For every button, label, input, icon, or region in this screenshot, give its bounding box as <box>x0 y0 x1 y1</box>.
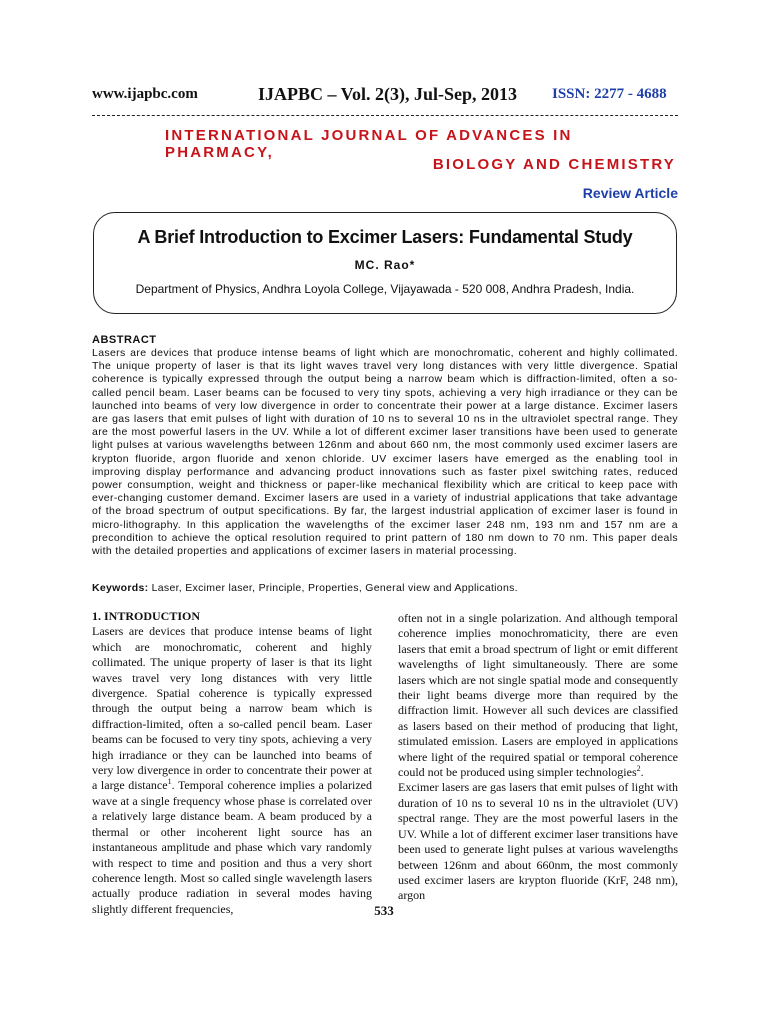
title-box <box>93 212 677 314</box>
reference-2: 2 <box>636 764 641 774</box>
journal-title-line-2: BIOLOGY AND CHEMISTRY <box>432 156 676 173</box>
author-affiliation: Department of Physics, Andhra Loyola College, Vijayawada - 520 008, Andhra Pradesh, India. <box>135 282 635 296</box>
journal-title-line-1: INTERNATIONAL JOURNAL OF ADVANCES IN PHARMACY, <box>165 127 573 161</box>
right-paragraph-1 <box>398 611 678 780</box>
introduction-heading: 1. INTRODUCTION <box>92 609 201 623</box>
right-paragraph-2: Excimer lasers are gas lasers that emit pulses of light with duration of 10 ns to several 10 ns in the ultraviolet (UV) spectral range. They are the most powerful lasers in the UV. While a lot of different excimer laser transitions have been used to generate light pulses at various wavelengths between 126nm and about 660nm, the most commonly used excimer lasers are krypton fluoride (KrF, 248 nm), argon <box>398 780 678 903</box>
article-type: Review Article <box>582 185 678 201</box>
introduction-paragraph <box>92 624 372 917</box>
keywords-label: Keywords: <box>92 582 149 594</box>
abstract-heading: ABSTRACT <box>92 334 157 346</box>
abstract-text: Lasers are devices that produce intense beams of light which are monochromatic, coherent and highly collimated. The unique property of laser is that its light waves travel very long distances with very little divergence. Spatial coherence is typically expressed through the output being a narrow beam which is diffraction-limited, often a so-called pencil beam. Laser beams can be focused to very tiny spots, achieving a very high irradiance or they can be launched into beams of very low divergence in order to concentrate their power at a large distance. Excimer lasers are gas lasers that emit pulses of light with duration of 10 ns to several 10 ns in the ultraviolet spectral range. They are the most powerful lasers in the UV. While a lot of different excimer laser transitions have been used to generate light pulses at various wavelengths between 126nm and about 660 nm, the most commonly used excimer lasers are krypton fluoride, argon fluoride and xenon chloride. UV excimer lasers have emerged as the enabling tool in improving display performance and advancing product innovations such as faster pixel switching rates, reduced power consumption, weight and thickness or paper-like mechanical flexibility which are critical to keep pace with ever-changing customer demand. Excimer lasers are used in a variety of industrial applications that take advantage of the broad spectrum of output specifications. By far, the largest industrial application of excimer laser is found in micro-lithography. In this application the wavelengths of the excimer laser 248 nm, 193 nm and 157 nm are a precondition to achieve the optical resolution required to print pattern of 180 nm down to 70 nm. This paper deals with the detailed properties and applications of excimer lasers in material processing. <box>92 347 678 558</box>
intro-text-2: . Temporal coherence implies a polarized wave at a single frequency whose phase is correlated over a relatively large distance beam. A beam produced by a thermal or other incoherent light source has an instantaneous amplitude and phase which vary randomly with respect to time and position and thus a very short coherence length. Most so called single wavelength lasers actually produce radiation in several modes having slightly different frequencies, <box>92 778 372 916</box>
reference-1: 1 <box>167 777 172 787</box>
header-divider <box>92 115 678 116</box>
page-number: 533 <box>374 903 394 918</box>
keywords <box>92 582 678 594</box>
keywords-text: Laser, Excimer laser, Principle, Properties, General view and Applications. <box>151 582 518 594</box>
article-author: MC. Rao* <box>354 258 416 272</box>
left-column <box>92 609 372 917</box>
journal-issn: ISSN: 2277 - 4688 <box>552 86 667 102</box>
journal-website: www.ijapbc.com <box>92 86 198 102</box>
right-column <box>398 611 678 904</box>
article-title: A Brief Introduction to Excimer Lasers: Fundamental Study <box>137 227 633 247</box>
intro-text-1: Lasers are devices that produce intense beams of light which are monochromatic, coherent and highly collimated. The unique property of laser is that its light waves travel very long distances with very little divergence. Spatial coherence is typically expressed through the output being a narrow beam which is diffraction-limited, often a so-called pencil beam. Laser beams can be focused to very tiny spots, achieving a very high irradiance or they can be launched into beams of very low divergence in order to concentrate their power at a large distance <box>92 624 372 793</box>
journal-volume: IJAPBC – Vol. 2(3), Jul-Sep, 2013 <box>258 84 518 104</box>
right-text-1-end: . <box>640 765 644 780</box>
right-text-1: often not in a single polarization. And although temporal coherence implies monochromaticity, there are even lasers that emit a broad spectrum of light or emit different wavelengths of light simultaneously. There are some lasers which are not single spatial mode and consequently their light beams diverge more than required by the diffraction limit. However all such devices are classified as lasers based on their method of producing that light, stimulated emission. Lasers are employed in applications where light of the required spatial or temporal coherence could not be produced using simpler technologies <box>398 611 678 780</box>
